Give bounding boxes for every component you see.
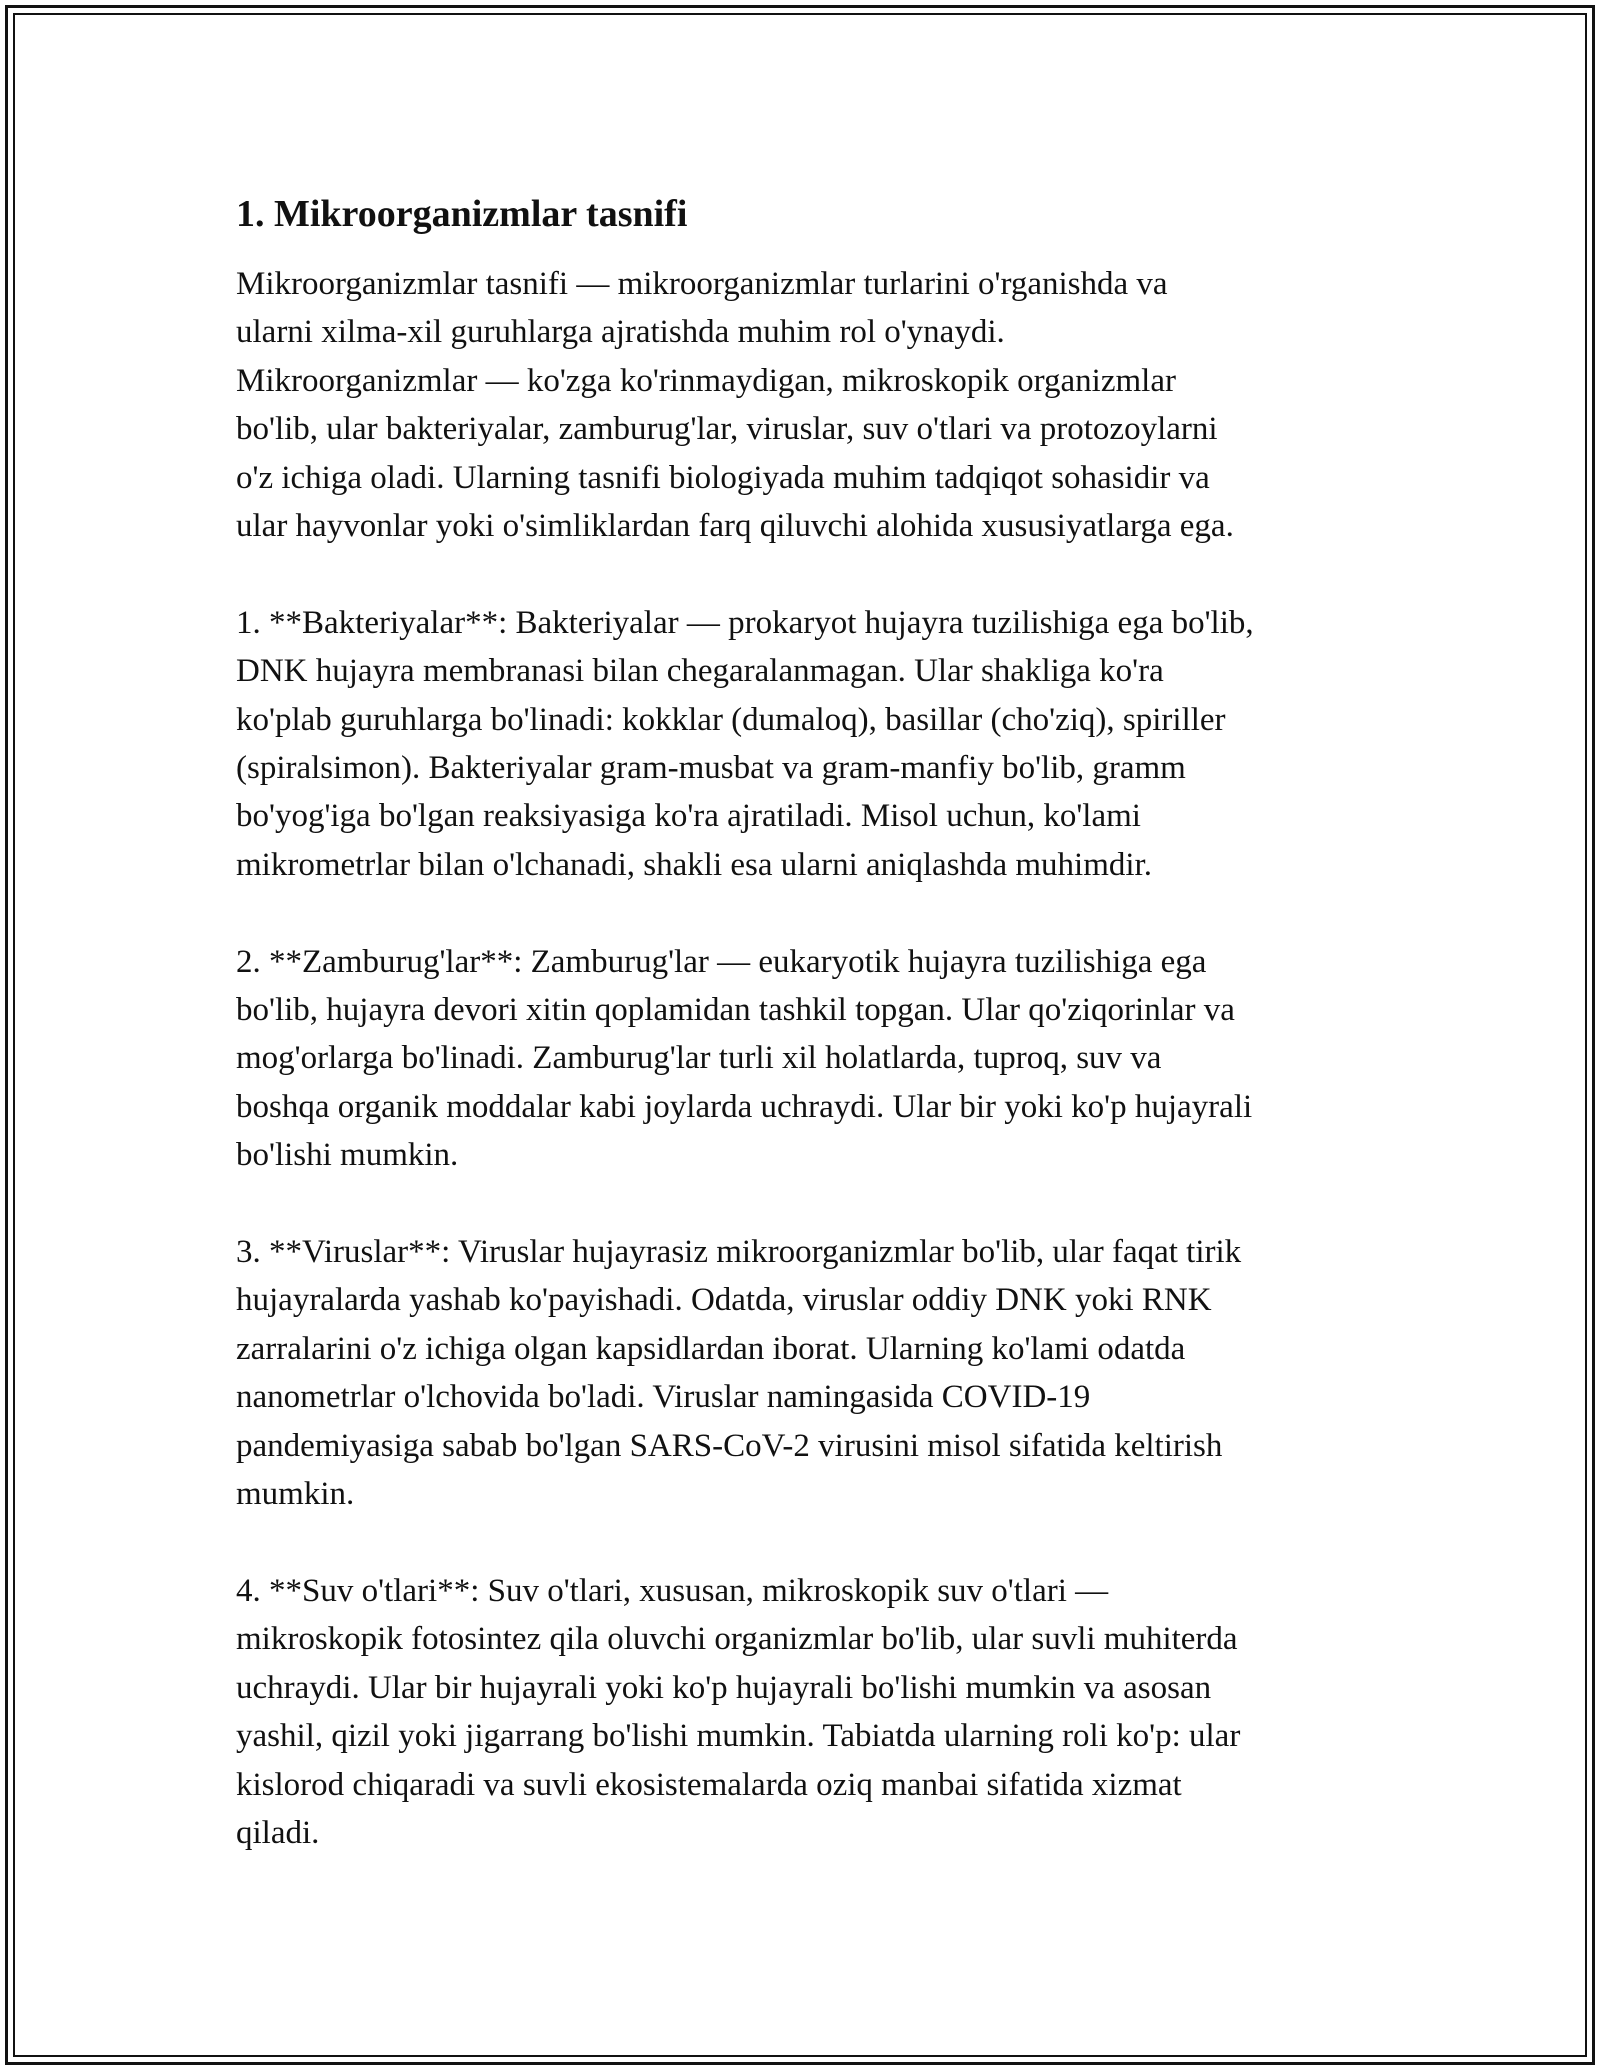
text-line: kislorod chiqaradi va suvli ekosistemalarda oziq manbai sifatida xizmat [236,1766,1182,1803]
text-line: bo'lishi mumkin. [236,1137,459,1174]
text-line: Mikroorganizmlar — ko'zga ko'rinmaydigan, mikroskopik organizmlar [236,362,1176,399]
text-line: mikroskopik fotosintez qila oluvchi organizmlar bo'lib, ular suvli muhiterda [236,1621,1238,1658]
text-line: boshqa organik moddalar kabi joylarda uchraydi. Ular bir yoki ko'p hujayrali [236,1088,1253,1125]
text-line: pandemiyasiga sabab bo'lgan SARS-CoV-2 virusini misol sifatida keltirish [236,1427,1223,1464]
document-body [236,188,1376,1857]
text-line: zarralarini o'z ichiga olgan kapsidlardan iborat. Ularning ko'lami odatda [236,1330,1186,1367]
text-line: o'z ichiga oladi. Ularning tasnifi biologiyada muhim tadqiqot sohasidir va [236,459,1210,496]
text-line: yashil, qizil yoki jigarrang bo'lishi mumkin. Tabiatda ularning roli ko'p: ular [236,1718,1241,1755]
text-line: mikrometrlar bilan o'lchanadi, shakli esa ularni aniqlashda muhimdir. [236,846,1152,883]
text-line: uchraydi. Ular bir hujayrali yoki ko'p hujayrali bo'lishi mumkin va asosan [236,1669,1212,1706]
intro-paragraph [236,260,1376,550]
viruses-paragraph [236,1228,1376,1518]
fungi-paragraph [236,938,1376,1180]
text-line: 4. **Suv o'tlari**: Suv o'tlari, xususan, mikroskopik suv o'tlari — [236,1572,1109,1609]
text-line: qiladi. [236,1814,320,1851]
bacteria-paragraph [236,599,1376,889]
text-line: 3. **Viruslar**: Viruslar hujayrasiz mikroorganizmlar bo'lib, ular faqat tirik [236,1234,1242,1271]
text-line: ular hayvonlar yoki o'simliklardan farq qiluvchi alohida xususiyatlarga ega. [236,508,1234,545]
text-line: ko'plab guruhlarga bo'linadi: kokklar (dumaloq), basillar (cho'ziq), spiriller [236,701,1226,738]
page-title: 1. Mikroorganizmlar tasnifi [236,193,688,235]
text-line: bo'lib, hujayra devori xitin qoplamidan tashkil topgan. Ular qo'ziqorinlar va [236,992,1235,1029]
text-line: bo'lib, ular bakteriyalar, zamburug'lar, viruslar, suv o'tlari va protozoylarni [236,411,1218,448]
text-line: bo'yog'iga bo'lgan reaksiyasiga ko'ra ajratiladi. Misol uchun, ko'lami [236,798,1141,835]
text-line: (spiralsimon). Bakteriyalar gram-musbat va gram-manfiy bo'lib, gramm [236,750,1186,787]
text-line: hujayralarda yashab ko'payishadi. Odatda, viruslar oddiy DNK yoki RNK [236,1282,1212,1319]
text-line: 2. **Zamburug'lar**: Zamburug'lar — eukaryotik hujayra tuzilishiga ega [236,943,1207,980]
text-line: mog'orlarga bo'linadi. Zamburug'lar turli xil holatlarda, tuproq, suv va [236,1040,1162,1077]
text-line: ularni xilma-xil guruhlarga ajratishda muhim rol o'ynaydi. [236,314,1005,351]
text-line: 1. **Bakteriyalar**: Bakteriyalar — prokaryot hujayra tuzilishiga ega bo'lib, [236,604,1254,641]
algae-paragraph [236,1567,1376,1857]
text-line: mumkin. [236,1476,355,1513]
text-line: nanometrlar o'lchovida bo'ladi. Viruslar namingasida COVID-19 [236,1379,1091,1416]
text-line: Mikroorganizmlar tasnifi — mikroorganizmlar turlarini o'rganishda va [236,266,1168,302]
text-line: DNK hujayra membranasi bilan chegaralanmagan. Ular shakliga ko'ra [236,653,1164,690]
